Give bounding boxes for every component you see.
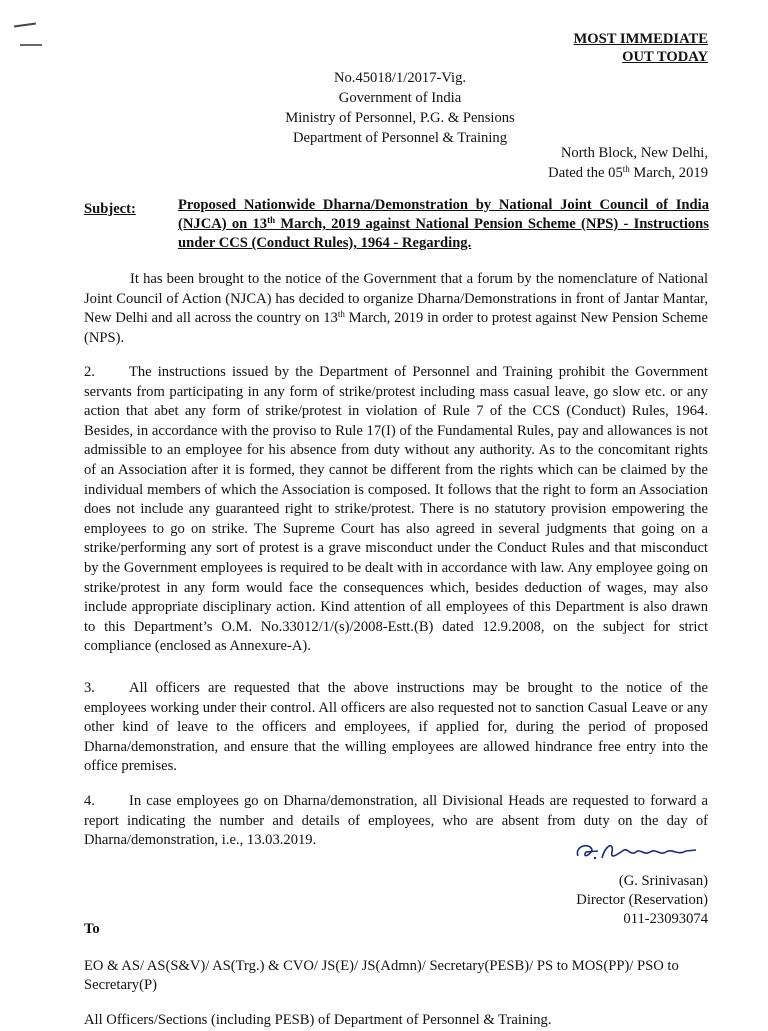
subject-text: Proposed Nationwide Dharna/Demonstration by National Joint Council of India (NJCA) on 13th March, 2019 against National Pension Scheme (NPS) - Instructions under CCS (Conduct Rules), 1964 - Regarding. bbox=[178, 197, 709, 251]
subject-label: Subject: bbox=[84, 201, 136, 217]
recipients-list: EO & AS/ AS(S&V)/ AS(Trg.) & CVO/ JS(E)/ JS(Admn)/ Secretary(PESB)/ PS to MOS(PP)/ PSO to Secretary(P) bbox=[84, 958, 679, 993]
ministry-name: Ministry of Personnel, P.G. & Pensions bbox=[285, 110, 515, 126]
paragraph-number: 4. bbox=[84, 793, 95, 809]
paragraph-2: 2. The instructions issued by the Department of Personnel and Training prohibit the Government servants from participating in any form of strike/protest including mass casual leave, go slow etc. or any action that abet any form of strike/protest in violation of Rule 7 of the CCS (Conduct) Rules, 1964. Besides, in accordance with the proviso to Rule 17(I) of the Fundamental Rules, pay and allowances is not admissible to an employee for his absence from duty without any authority. As to the concomitant rights of an Association after it is formed, they cannot be different from the rights which can be claimed by the individual members of which the Association is composed. It follows that the right to form an Association does not include any guaranteed right to strike/protest. There is no statutory provision empowering the employees to go on strike. The Supreme Court has also agreed in several judgments that going on a strike/performing any sort of protest is a grave misconduct under the Conduct Rules and that misconduct by the Government employees is required to be dealt with in accordance with law. Any employee going on strike/protest in any form would face the consequences which, besides deduction of wages, may also include appropriate disciplinary action. Kind attention of all employees of this Department is also drawn to this Department’s O.M. No.33012/1/(s)/2008-Estt.(B) dated 12.9.2008, on the subject for strict compliance (enclosed as Annexure-A). bbox=[84, 364, 708, 655]
corner-mark bbox=[6, 14, 50, 48]
to-label: To bbox=[84, 921, 100, 937]
signatory-designation: Director (Reservation) bbox=[576, 892, 708, 908]
letterhead bbox=[250, 68, 550, 148]
location: North Block, New Delhi, bbox=[560, 145, 708, 161]
department-name: Department of Personnel & Training bbox=[292, 130, 508, 146]
signatory-phone: 011-23093074 bbox=[623, 911, 708, 927]
paragraph-3: 3. All officers are requested that the above instructions may be brought to the notice of the employees working under their control. All officers are also requested not to sanction Casual Leave or any other kind of leave to the officers and employees, if applied for, during the period of proposed Dharna/demonstration, and ensure that the willing employees are allowed hindrance free entry into the office premises. bbox=[84, 680, 708, 775]
paragraph-number: 3. bbox=[84, 680, 95, 696]
paragraph-4: 4. In case employees go on Dharna/demonstration, all Divisional Heads are requested to forward a report indicating the number and details of employees, who are absent from duty on the day of Dharna/demonstration, i.e., 13.03.2019. bbox=[84, 793, 708, 849]
priority-line-1: MOST IMMEDIATE bbox=[573, 31, 708, 47]
priority-line-2: OUT TODAY bbox=[622, 49, 708, 65]
signature-block bbox=[568, 838, 708, 929]
paragraph-intro: It has been brought to the notice of the Government that a forum by the nomenclature of National Joint Council of Action (NJCA) has decided to organize Dharna/Demonstrations in front of Jantar Mantar, New Delhi and all across the country on 13th March, 2019 in order to protest against New Pension Scheme (NPS). bbox=[84, 271, 709, 346]
paragraph-number: 2. bbox=[84, 364, 95, 380]
signature-image bbox=[568, 838, 708, 866]
date: Dated the 05th March, 2019 bbox=[548, 164, 708, 181]
recipients-officers: All Officers/Sections (including PESB) of Department of Personnel & Training. bbox=[84, 1012, 552, 1028]
place-and-date bbox=[548, 143, 708, 183]
file-number: No.45018/1/2017-Vig. bbox=[333, 70, 467, 86]
pen-stroke-bottom bbox=[20, 44, 42, 46]
priority-marking bbox=[574, 30, 708, 66]
pen-stroke-top bbox=[14, 22, 36, 27]
government-name: Government of India bbox=[338, 90, 462, 106]
signatory-name: (G. Srinivasan) bbox=[618, 873, 708, 889]
